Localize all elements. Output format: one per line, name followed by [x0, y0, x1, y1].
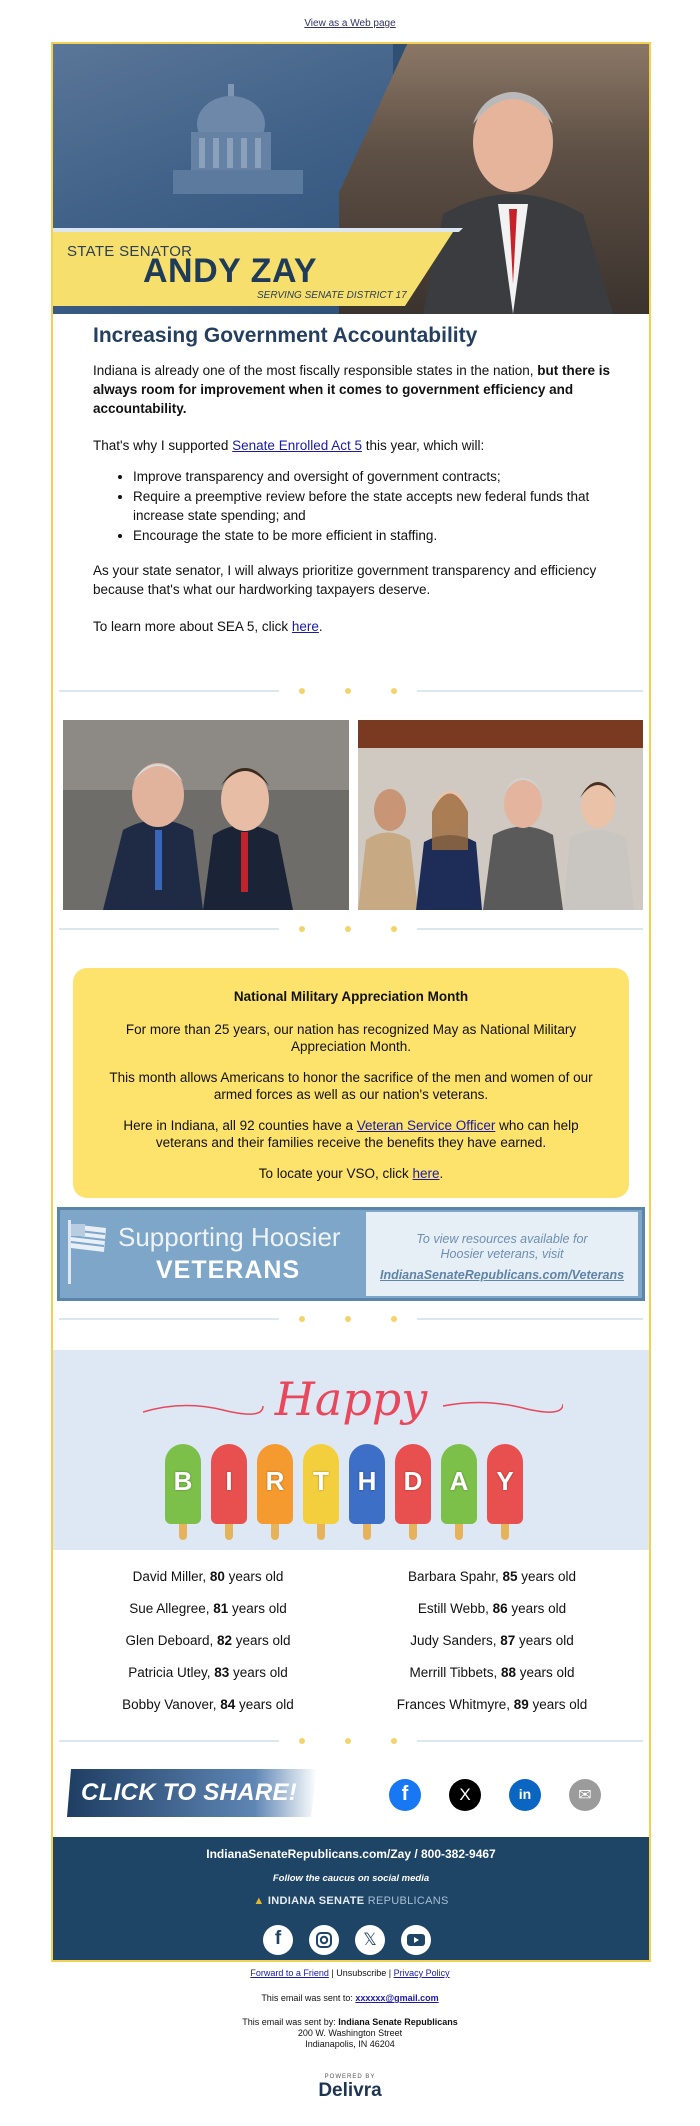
veterans-line-1: Supporting Hoosier	[118, 1222, 341, 1252]
popsicle-stick	[409, 1522, 417, 1540]
divider-dot	[345, 1738, 351, 1744]
legal-links	[0, 1968, 700, 1979]
capitol-dome-image	[173, 84, 303, 194]
birthday-list-left	[73, 1561, 343, 1721]
bd-name: Judy Sanders,	[410, 1633, 501, 1648]
footer-navy-block	[53, 1837, 649, 1960]
list-item	[73, 1689, 343, 1721]
bd-age: 88	[500, 1665, 517, 1680]
m-p4-text: To locate your VSO, click	[258, 1166, 413, 1181]
divider-line	[59, 1740, 279, 1742]
p4-text: To learn more about SEA 5, click	[93, 619, 292, 634]
list-item: • Require a preemptive review before the state accepts new federal funds that increase state spending; and	[133, 487, 613, 525]
article-paragraph-4	[93, 617, 613, 636]
bd-suffix: years old	[235, 1697, 294, 1712]
footer-facebook-icon[interactable]	[263, 1925, 293, 1955]
bd-suffix: years old	[528, 1697, 588, 1712]
list-item	[73, 1593, 343, 1625]
share-label: CLICK TO SHARE!	[81, 1779, 298, 1806]
section-divider	[59, 1312, 643, 1326]
section-divider	[59, 684, 643, 698]
popsicle-letter	[257, 1444, 293, 1540]
bd-suffix: years old	[229, 1665, 288, 1680]
article-paragraph-3: As your state senator, I will always prioritize government transparency and efficiency because that's what our hardworking taxpayers deserve.	[93, 563, 597, 597]
v-r1: To view resources available for	[416, 1232, 588, 1246]
photo-2-image	[358, 720, 643, 910]
delivra-logo: Delivra	[318, 2080, 382, 2101]
bd-suffix: years old	[515, 1633, 574, 1648]
privacy-policy-link[interactable]: Privacy Policy	[393, 1968, 450, 1978]
list-item	[357, 1625, 627, 1657]
caucus-logo	[53, 1895, 649, 1907]
facebook-share-icon[interactable]	[389, 1779, 421, 1811]
powered-by-label: POWERED BY	[324, 2074, 376, 2080]
military-appreciation-box	[73, 968, 629, 1198]
divider-dot	[299, 1738, 305, 1744]
divider-dot	[299, 926, 305, 932]
address-line-1: 200 W. Washington Street	[297, 2028, 403, 2038]
bd-name: Patricia Utley,	[128, 1665, 215, 1680]
bd-suffix: years old	[224, 1569, 284, 1584]
bd-name: Estill Webb,	[417, 1601, 493, 1616]
m-p4-after: .	[439, 1166, 444, 1181]
p2-after-text: this year, which will:	[362, 438, 485, 453]
bd-suffix: years old	[232, 1633, 291, 1648]
happy-text: Happy	[274, 1372, 428, 1426]
statehouse-icon: ▲	[253, 1895, 265, 1907]
bd-age: 86	[492, 1601, 508, 1616]
veterans-line-2: VETERANS	[156, 1256, 301, 1284]
list-item	[357, 1593, 627, 1625]
linkedin-share-icon[interactable]	[509, 1779, 541, 1811]
p1-bold-text: but there is always room for improvement when it comes to government efficiency and accountability.	[93, 363, 611, 416]
article-title: Increasing Government Accountability	[93, 324, 478, 347]
bd-name: Frances Whitmyre,	[396, 1697, 514, 1712]
popsicle-stick	[501, 1522, 509, 1540]
email-glyph: ✉	[578, 1787, 592, 1804]
article-paragraph-1	[93, 361, 613, 418]
popsicle-letter-text: I	[225, 1466, 233, 1496]
popsicle-letter-text: H	[357, 1466, 377, 1496]
hero-subtitle: STATE SENATOR	[67, 243, 193, 260]
p2-text: That's why I supported	[93, 438, 233, 453]
divider-dot	[299, 688, 305, 694]
list-item: • Improve transparency and oversight of government contracts;	[133, 467, 613, 486]
divider-dot	[345, 926, 351, 932]
photo-senator-with-student	[63, 720, 349, 910]
sea5-bullets	[93, 467, 613, 545]
divider-line	[59, 690, 279, 692]
sent-by-line	[0, 2017, 700, 2028]
divider-line	[59, 928, 279, 930]
hero-banner	[53, 44, 649, 314]
popsicle-letter	[165, 1444, 201, 1540]
divider-dot	[345, 688, 351, 694]
photo-1-image	[63, 720, 349, 910]
divider-dot	[391, 926, 397, 932]
footer-contact: IndianaSenateRepublicans.com/Zay / 800-382-9467	[206, 1847, 496, 1861]
bd-age: 82	[217, 1633, 233, 1648]
divider-line	[417, 690, 643, 692]
bd-age: 87	[500, 1633, 516, 1648]
section-divider	[59, 922, 643, 936]
military-paragraph-2: This month allows Americans to honor the sacrifice of the men and women of our armed forces as well as our nation's veterans.	[109, 1070, 593, 1102]
bd-name: Bobby Vanover,	[122, 1697, 221, 1712]
list-item	[357, 1657, 627, 1689]
birthday-list-right	[357, 1561, 627, 1721]
forward-to-friend-link[interactable]: Forward to a Friend	[250, 1968, 329, 1978]
facebook-glyph: f	[401, 1783, 409, 1805]
popsicle-letter-text: B	[173, 1466, 193, 1496]
sent-to-line	[0, 1993, 700, 2004]
article	[93, 326, 613, 654]
logo-text-b: REPUBLICANS	[367, 1895, 449, 1907]
bd-suffix: years old	[517, 1569, 577, 1584]
popsicle-stick	[271, 1522, 279, 1540]
popsicle-letter	[395, 1444, 431, 1540]
popsicle-letter	[487, 1444, 523, 1540]
list-item	[357, 1561, 627, 1593]
bd-name: Merrill Tibbets,	[409, 1665, 501, 1680]
senator-photo	[403, 64, 623, 314]
m-p3-text: Here in Indiana, all 92 counties have a	[123, 1118, 357, 1133]
youtube-glyph	[401, 1925, 431, 1955]
instagram-glyph	[309, 1925, 339, 1955]
popsicle-letter-text: A	[449, 1466, 469, 1496]
sent-to-email[interactable]: xxxxxx@gmail.com	[355, 1993, 439, 2003]
photo-senator-with-students	[358, 720, 643, 910]
military-paragraph-1: For more than 25 years, our nation has recognized May as National Military Appreciation Month.	[125, 1022, 577, 1054]
popsicle-stick	[225, 1522, 233, 1540]
click-to-share-button[interactable]	[67, 1767, 317, 1819]
bd-name: Barbara Spahr,	[407, 1569, 503, 1584]
divider-dot	[391, 1738, 397, 1744]
view-as-web-page	[0, 18, 700, 29]
p1-text: Indiana is already one of the most fiscally responsible states in the nation,	[93, 363, 538, 378]
list-item	[73, 1657, 343, 1689]
divider-line	[59, 1318, 279, 1320]
bd-age: 85	[502, 1569, 518, 1584]
bd-name: David Miller,	[132, 1569, 210, 1584]
address-line-2: Indianapolis, IN 46204	[305, 2039, 395, 2049]
footer-follow-text: Follow the caucus on social media	[272, 1873, 430, 1884]
x-glyph: X	[459, 1785, 471, 1804]
divider-line	[417, 928, 643, 930]
popsicle-letter-text: T	[313, 1466, 329, 1496]
bd-suffix: years old	[516, 1665, 575, 1680]
hero-district: SERVING SENATE DISTRICT 17	[257, 290, 407, 301]
divider-dot	[345, 1316, 351, 1322]
sea5-link[interactable]: Senate Enrolled Act 5	[232, 438, 362, 453]
popsicle-stick	[455, 1522, 463, 1540]
v-r2: Hoosier veterans, visit	[440, 1247, 564, 1261]
birthday-banner	[53, 1350, 649, 1550]
divider-dot	[299, 1316, 305, 1322]
hero-name: ANDY ZAY	[143, 252, 318, 290]
vso-link[interactable]: Veteran Service Officer	[356, 1118, 496, 1133]
sent-to-label: This email was sent to:	[261, 1993, 356, 2003]
divider-line	[417, 1740, 643, 1742]
bd-name: Sue Allegree,	[129, 1601, 214, 1616]
email-share-icon[interactable]	[569, 1779, 601, 1811]
bd-suffix: years old	[507, 1601, 567, 1616]
legal-footer	[0, 1968, 700, 2101]
section-divider	[59, 1734, 643, 1748]
locate-vso-link[interactable]: here	[412, 1166, 440, 1181]
x-share-icon[interactable]	[449, 1779, 481, 1811]
linkedin-glyph: in	[518, 1786, 532, 1802]
footer-instagram-icon[interactable]	[309, 1925, 339, 1955]
bd-name: Glen Deboard,	[125, 1633, 217, 1648]
bd-age: 80	[209, 1569, 225, 1584]
military-heading: National Military Appreciation Month	[233, 989, 469, 1004]
bd-age: 81	[213, 1601, 229, 1616]
divider-dot	[391, 1316, 397, 1322]
logo-text-a: INDIANA SENATE	[267, 1895, 368, 1907]
list-item: • Encourage the state to be more efficient in staffing.	[133, 526, 613, 545]
bd-suffix: years old	[228, 1601, 287, 1616]
email-frame	[51, 42, 651, 1962]
military-paragraph-3	[97, 1117, 605, 1151]
sent-by-label: This email was sent by:	[242, 2017, 339, 2027]
article-paragraph-2	[93, 436, 613, 455]
popsicle-letter-text: Y	[496, 1466, 514, 1496]
footer-youtube-icon[interactable]	[401, 1925, 431, 1955]
list-item	[73, 1625, 343, 1657]
flag-icon	[66, 1218, 110, 1286]
popsicle-letter-text: D	[403, 1466, 423, 1496]
popsicle-letter	[303, 1444, 339, 1540]
popsicle-stick	[363, 1522, 371, 1540]
popsicle-letter	[349, 1444, 385, 1540]
footer-facebook-glyph: f	[274, 1928, 282, 1949]
sep: |	[386, 1968, 394, 1978]
divider-dot	[391, 688, 397, 694]
veterans-info-panel	[366, 1212, 638, 1296]
veterans-info-text	[366, 1232, 638, 1262]
bd-age: 84	[220, 1697, 236, 1712]
hero-stripe	[53, 228, 463, 232]
p4-after-text: .	[318, 619, 323, 634]
veterans-banner[interactable]	[57, 1207, 645, 1301]
popsicle-stick	[179, 1522, 187, 1540]
military-paragraph-4	[97, 1165, 605, 1182]
sep: |	[328, 1968, 337, 1978]
popsicle-letter	[441, 1444, 477, 1540]
veterans-link[interactable]: IndianaSenateRepublicans.com/Veterans	[379, 1268, 625, 1282]
popsicle-letter-text: R	[265, 1466, 285, 1496]
sent-by-org: Indiana Senate Republicans	[338, 2017, 458, 2027]
m-p3-after: who can help veterans and their families receive the benefits they have earned.	[155, 1118, 579, 1150]
popsicle-letter	[211, 1444, 247, 1540]
footer-x-icon[interactable]	[355, 1925, 385, 1955]
sea5-learn-more-link[interactable]: here	[291, 619, 319, 634]
list-item	[357, 1689, 627, 1721]
bd-age: 89	[513, 1697, 529, 1712]
view-web-page-link[interactable]: View as a Web page	[304, 18, 396, 29]
popsicle-stick	[317, 1522, 325, 1540]
footer-x-glyph: 𝕏	[363, 1930, 377, 1949]
bd-age: 83	[214, 1665, 230, 1680]
list-item	[73, 1561, 343, 1593]
divider-line	[417, 1318, 643, 1320]
unsubscribe-link[interactable]: Unsubscribe	[336, 1968, 387, 1978]
